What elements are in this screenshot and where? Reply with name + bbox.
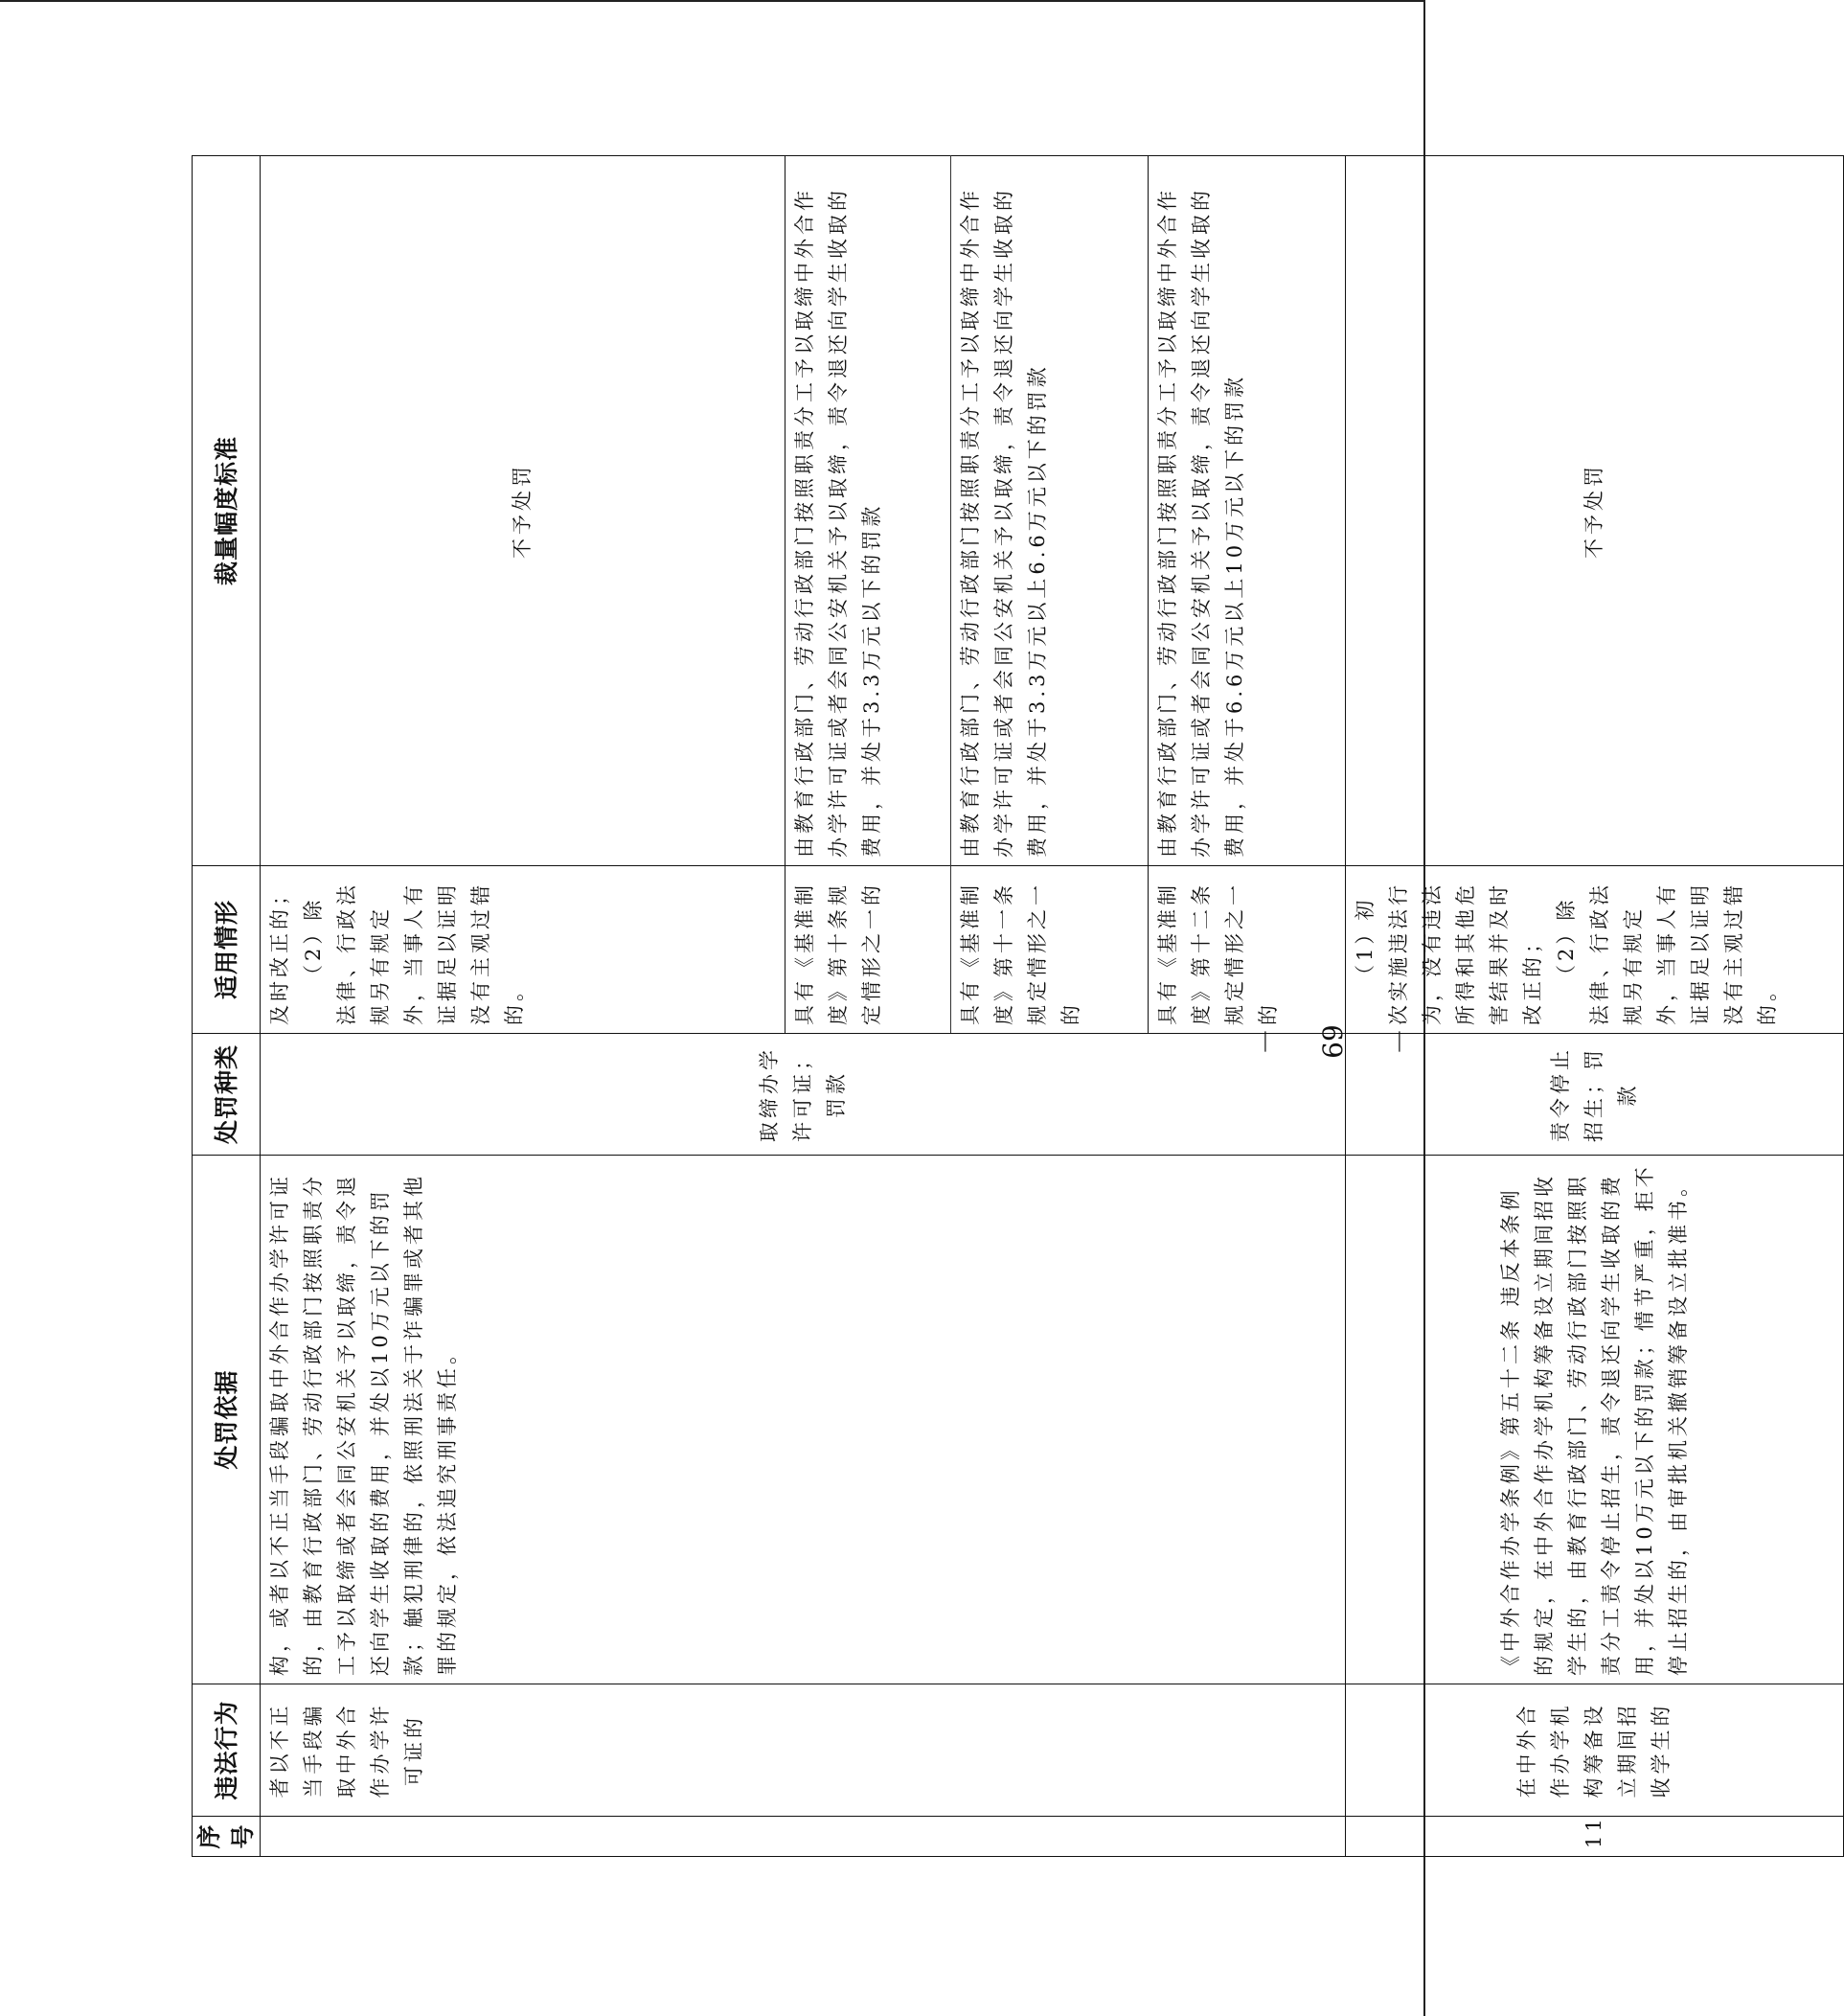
header-basis: 处罚依据 — [193, 1156, 261, 1684]
page-number: － 69 － — [1250, 1024, 1416, 1059]
situation-cell — [261, 866, 785, 1034]
header-row — [193, 155, 261, 1856]
violation-cell: 在中外合作办学机构筹备设立期间招收学生的 — [1346, 1684, 1844, 1817]
table-row — [261, 155, 785, 1856]
penalty-type-cell: 责令停止招生；罚款 — [1346, 1034, 1844, 1156]
standard-cell: 不予处罚 — [261, 155, 785, 865]
situation-line-b: （2）除法律、行政法规另有规定外，当事人有证据足以证明没有主观过错的。 — [1555, 882, 1779, 1025]
seq-cell: 11 — [1346, 1817, 1844, 1857]
header-seq: 序号 — [193, 1817, 261, 1857]
violation-cell: 者以不正当手段骗取中外合作办学许可证的 — [261, 1684, 1346, 1817]
standard-cell: 由教育行政部门、劳动行政部门按照职责分工予以取缔中外合作办学许可证或者会同公安机关予以取缔，责令退还向学生收取的费用，并处于3.3万元以上6.6万元以下的罚款 — [951, 155, 1149, 865]
penalty-standard-table — [192, 155, 1844, 1857]
header-penalty-type: 处罚种类 — [193, 1034, 261, 1156]
basis-cell: 《中外合作办学条例》第五十二条 违反本条例的规定，在中外合作办学机构筹备设立期间招收学生的，由教育行政部门、劳动行政部门按照职责分工责令停止招生，责令退还向学生收取的费用，并处以10万元以下的罚款；情节严重，拒不停止招生的，由审批机关撤销筹备设立批准书。 — [1346, 1156, 1844, 1684]
seq-cell — [261, 1817, 1346, 1857]
standard-cell: 由教育行政部门、劳动行政部门按照职责分工予以取缔中外合作办学许可证或者会同公安机关予以取缔，责令退还向学生收取的费用，并处于6.6万元以上10万元以下的罚款 — [1149, 155, 1346, 865]
situation-line-a: 及时改正的； — [268, 882, 291, 1025]
standard-cell: 不予处罚 — [1346, 155, 1844, 865]
basis-cell: 构，或者以不正当手段骗取中外合作办学许可证的，由教育行政部门、劳动行政部门按照职责分工予以取缔或者会同公安机关予以取缔，责令退还向学生收取的费用，并处以10万元以下的罚款；触犯刑律的，依照刑法关于诈骗罪或者其他罪的规定，依法追究刑事责任。 — [261, 1156, 1346, 1684]
page-top-edge — [0, 0, 1425, 2]
situation-cell: 具有《基准制度》第十一条规定情形之一的 — [951, 866, 1149, 1034]
header-violation: 违法行为 — [193, 1684, 261, 1817]
header-situation: 适用情形 — [193, 866, 261, 1034]
situation-cell: 具有《基准制度》第十条规定情形之一的 — [785, 866, 951, 1034]
situation-line-a: （1）初次实施违法行为，没有违法所得和其他危害结果并及时改正的； — [1354, 882, 1544, 1025]
situation-cell — [1346, 866, 1844, 1034]
situation-cell: 具有《基准制度》第十二条规定情形之一的 — [1149, 866, 1346, 1034]
standard-cell: 由教育行政部门、劳动行政部门按照职责分工予以取缔中外合作办学许可证或者会同公安机关予以取缔，责令退还向学生收取的费用，并处于3.3万元以下的罚款 — [785, 155, 951, 865]
situation-line-b: （2）除法律、行政法规另有规定外，当事人有证据足以证明没有主观过错的。 — [302, 882, 526, 1025]
table-row — [1346, 155, 1844, 1856]
penalty-type-cell: 取缔办学许可证；罚款 — [261, 1034, 1346, 1156]
header-standard: 裁量幅度标准 — [193, 155, 261, 865]
